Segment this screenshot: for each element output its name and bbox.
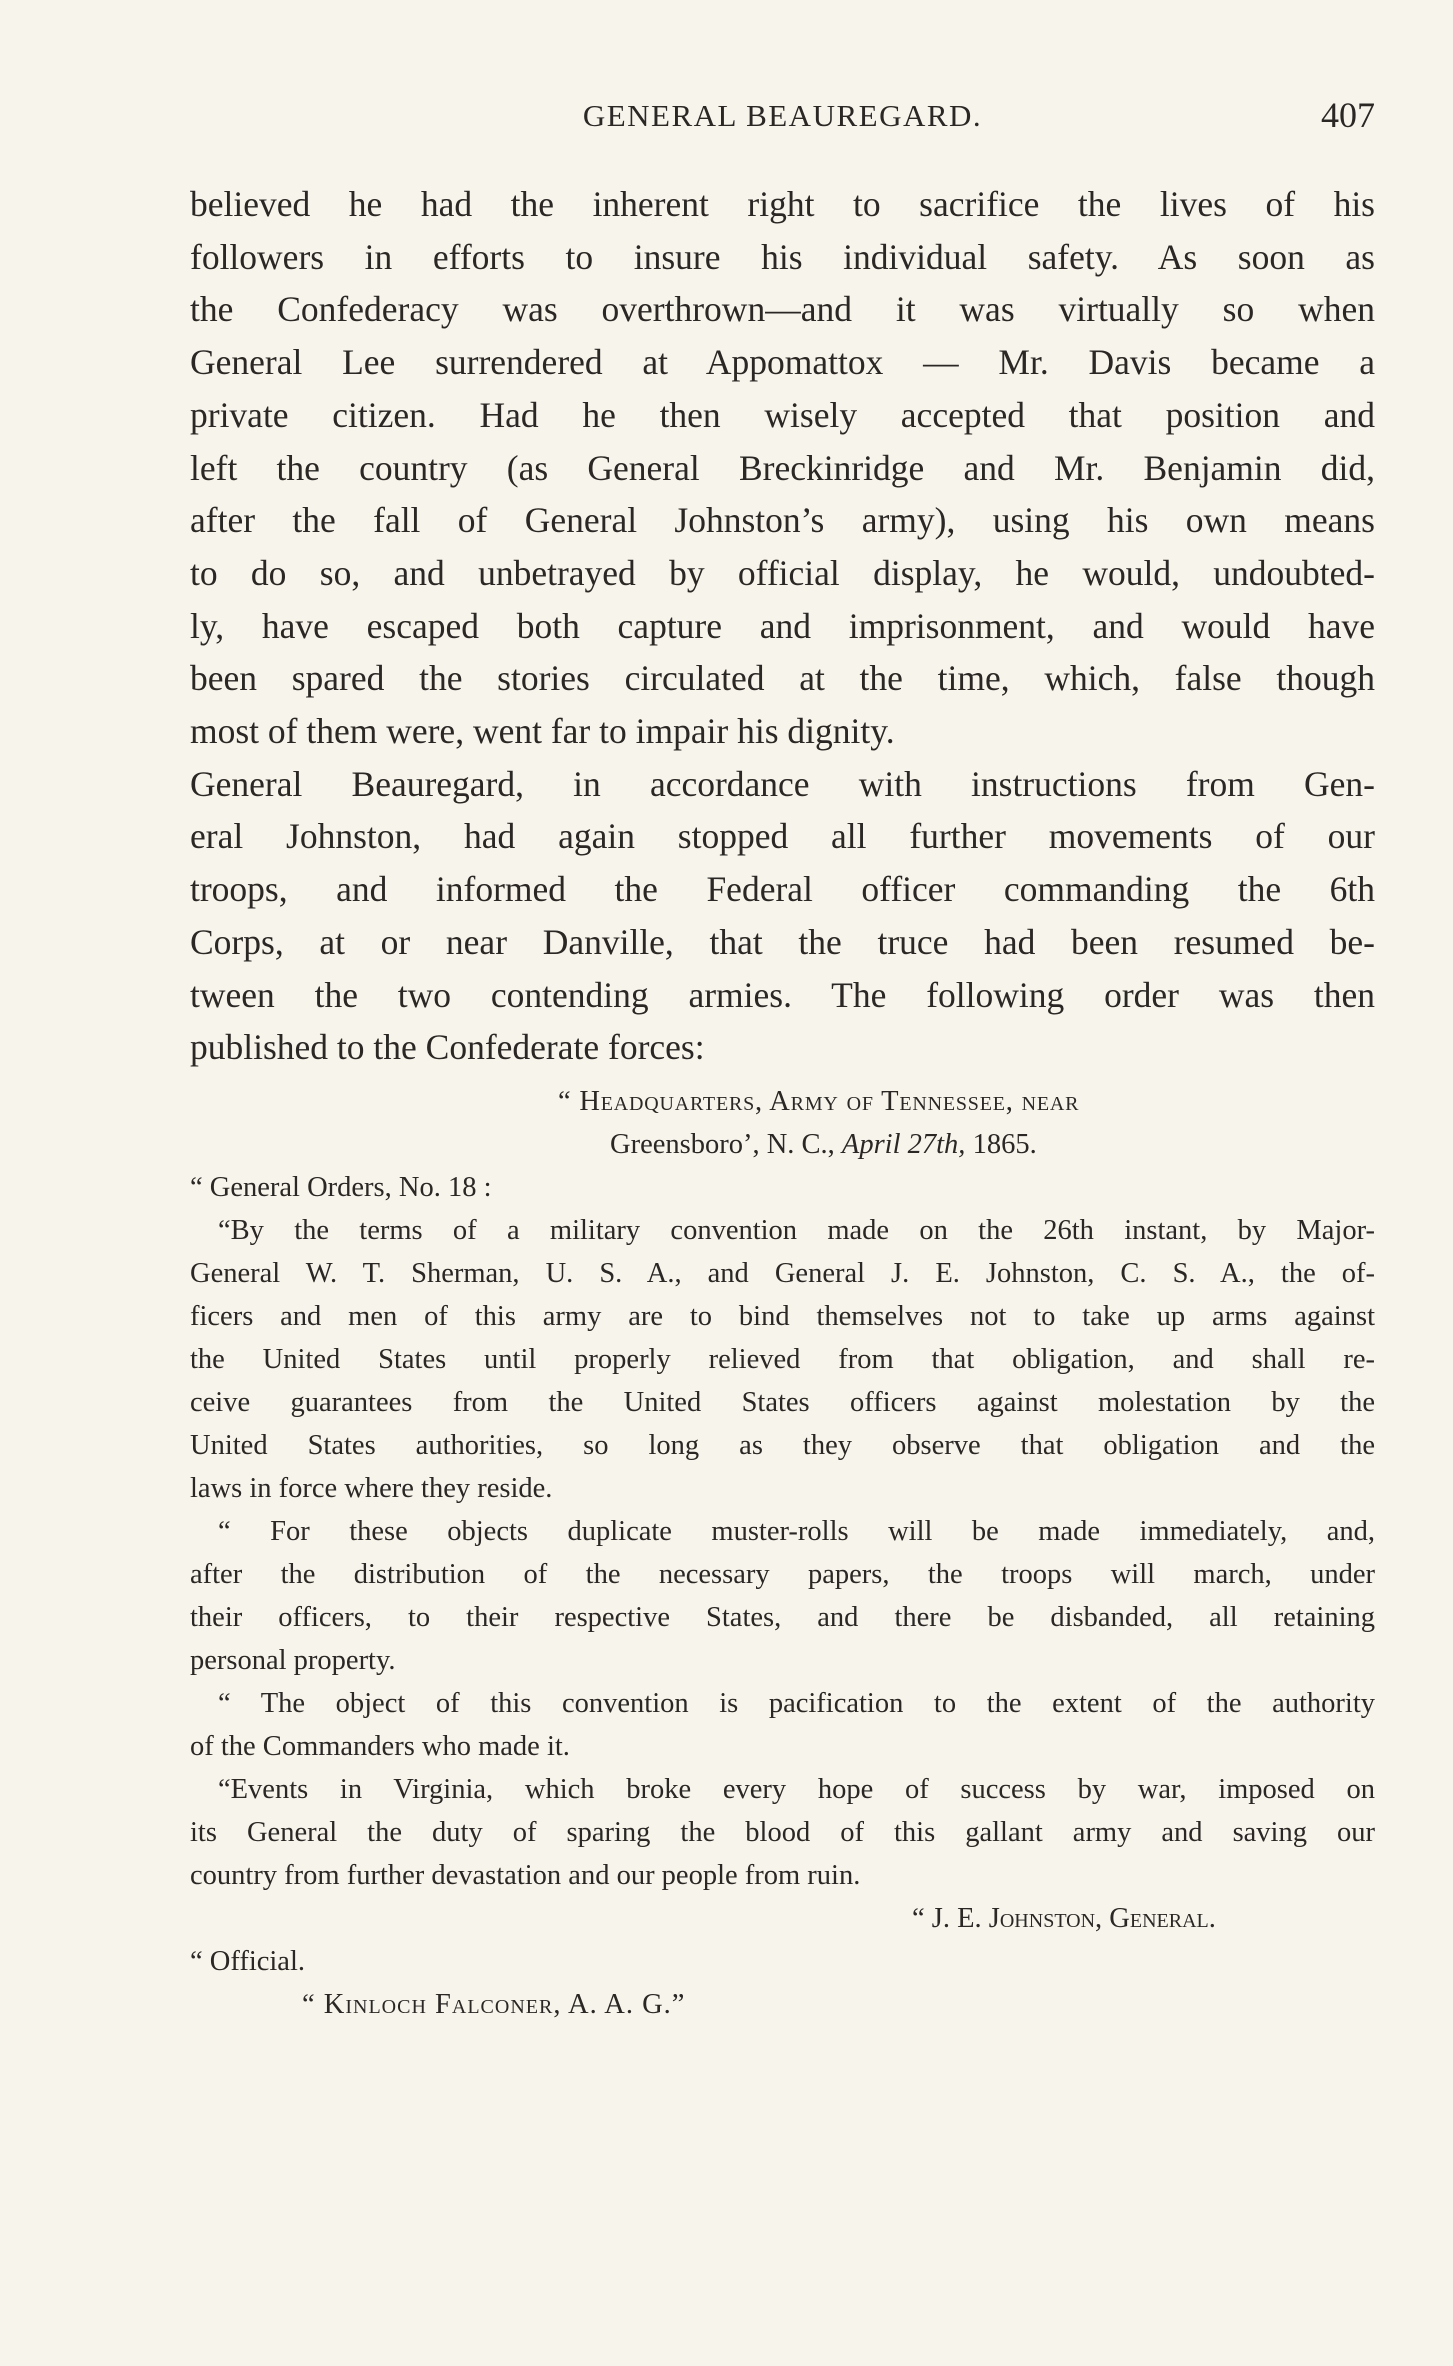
text-line: troops, and informed the Federal officer commanding the 6th (190, 869, 1375, 910)
order-header-date: April 27th, (841, 1129, 966, 1160)
order-header-year: 1865. (965, 1129, 1037, 1160)
orders-label: “ General Orders, No. 18 : (190, 1172, 492, 1203)
text-line: to do so, and unbetrayed by official display, he would, undoubted- (190, 552, 1375, 593)
order-line: their officers, to their respective States, and there be disbanded, all retaining (190, 1602, 1375, 1633)
order-line: country from further devastation and our people from ruin. (190, 1860, 861, 1891)
text-line: published to the Confederate forces: (190, 1027, 705, 1068)
text-line: General Beauregard, in accordance with instructions from Gen- (190, 763, 1375, 804)
running-head (190, 92, 1375, 142)
order-line: personal property. (190, 1645, 396, 1676)
text-line: eral Johnston, had again stopped all further movements of our (190, 816, 1375, 857)
running-head-title: GENERAL BEAUREGARD. (582, 98, 983, 133)
order-line: “By the terms of a military convention made on the 26th instant, by Major- (218, 1215, 1375, 1246)
text-line: left the country (as General Breckinridge and Mr. Benjamin did, (190, 447, 1375, 488)
order-line: ceive guarantees from the United States officers against molestation by the (190, 1387, 1375, 1418)
text-line: Corps, at or near Danville, that the truce had been resumed be- (190, 921, 1375, 962)
signature-text: “ J. E. Johnston, General. (912, 1903, 1216, 1934)
text-line: private citizen. Had he then wisely accepted that position and (190, 394, 1375, 435)
official-label: “ Official. (190, 1946, 306, 1977)
text-line: most of them were, went far to impair his dignity. (190, 711, 895, 752)
text-line: followers in efforts to insure his individual safety. As soon as (190, 236, 1375, 277)
order-paragraph-3 (190, 1682, 1375, 1768)
text-line: tween the two contending armies. The following order was then (190, 974, 1375, 1015)
order-line: “ For these objects duplicate muster-rolls will be made immediately, and, (218, 1516, 1375, 1547)
paragraph-2 (190, 758, 1375, 1074)
page-number: 407 (1321, 95, 1375, 135)
text-line: ly, have escaped both capture and imprisonment, and would have (190, 605, 1375, 646)
order-paragraph-1 (190, 1209, 1375, 1510)
text-line: been spared the stories circulated at the time, which, false though (190, 658, 1375, 699)
order-line: after the distribution of the necessary papers, the troops will march, under (190, 1559, 1375, 1590)
order-line: General W. T. Sherman, U. S. A., and General J. E. Johnston, C. S. A., the of- (190, 1258, 1375, 1289)
order-line: the United States until properly relieved from that obligation, and shall re- (190, 1344, 1375, 1375)
order-header-text: “ Headquarters, Army of Tennessee, near (558, 1086, 1080, 1117)
order-line: “ The object of this convention is pacification to the extent of the authority (218, 1688, 1375, 1719)
order-line: laws in force where they reside. (190, 1473, 553, 1504)
order-line: United States authorities, so long as they observe that obligation and the (190, 1430, 1375, 1461)
order-line: its General the duty of sparing the blood of this gallant army and saving our (190, 1817, 1375, 1848)
order-line: ficers and men of this army are to bind themselves not to take up arms against (190, 1301, 1375, 1332)
text-line: believed he had the inherent right to sacrifice the lives of his (190, 184, 1375, 224)
paragraph-1 (190, 178, 1375, 758)
order-paragraph-4 (190, 1768, 1375, 1897)
text-line: the Confederacy was overthrown—and it was virtually so when (190, 289, 1375, 330)
body-text (190, 178, 1375, 1074)
order-line: “Events in Virginia, which broke every hope of success by war, imposed on (218, 1774, 1375, 1805)
order-signature (190, 1897, 1375, 1940)
text-line: General Lee surrendered at Appomattox — Mr. Davis became a (190, 342, 1375, 383)
attestation-text: “ Kinloch Falconer, A. A. G.” (302, 1989, 686, 2020)
order-header-place: Greensboro’, N. C., (610, 1129, 842, 1160)
order-header-line-1 (190, 1080, 1375, 1123)
order-paragraph-2 (190, 1510, 1375, 1682)
order-header-line-2 (190, 1123, 1375, 1166)
attestation (190, 1983, 1375, 2026)
order-line: of the Commanders who made it. (190, 1731, 570, 1762)
text-line: after the fall of General Johnston’s army), using his own means (190, 500, 1375, 541)
general-orders-document (190, 1080, 1375, 2026)
